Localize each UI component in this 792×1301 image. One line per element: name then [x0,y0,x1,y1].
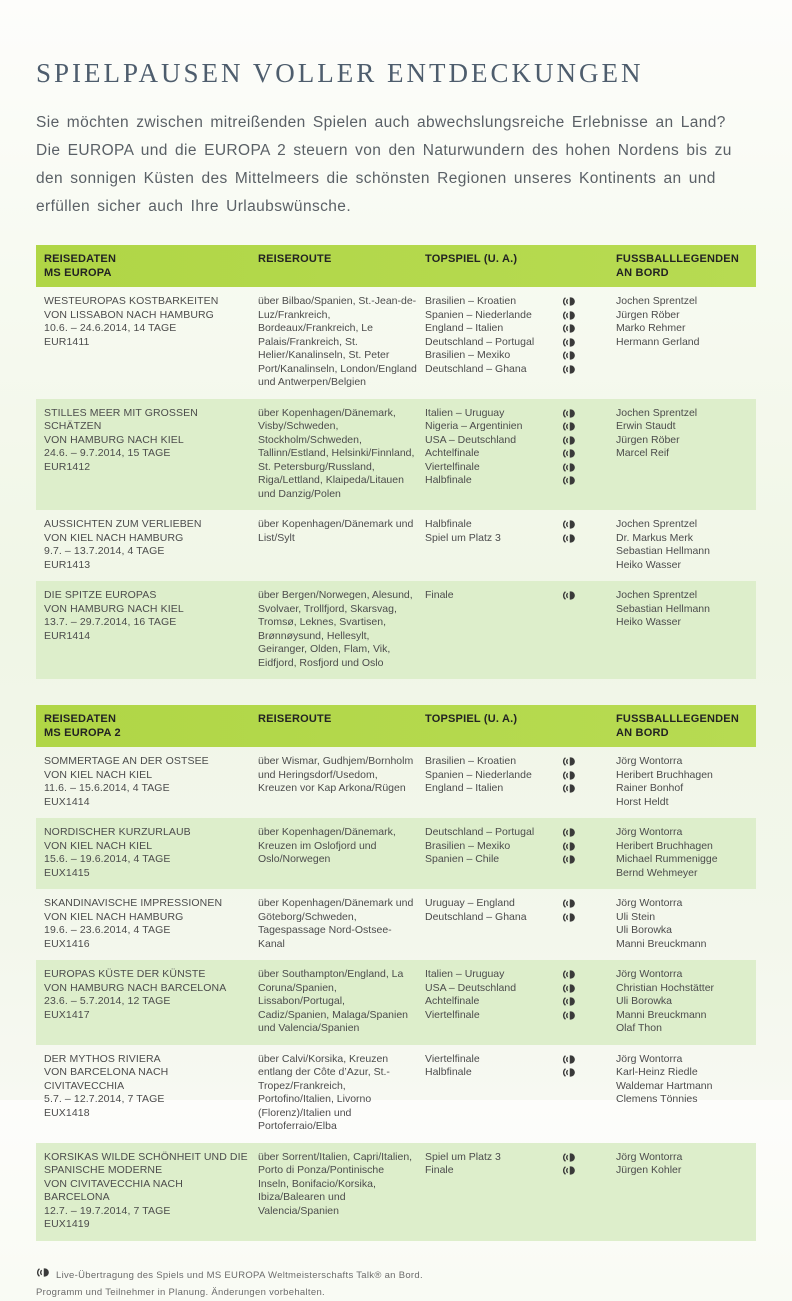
tv-icon-column [562,897,616,951]
cruise-row [36,889,756,960]
cruise-itinerary: über Bilbao/Spanien, St.-Jean-de-Luz/Frankreich, Bordeaux/Frankreich, Le Palais/Frankreich, St. Helier/Kanalinseln, St. Peter Port/Kanalinseln, London/England und Antwerpen/Belgien [258,295,417,388]
tv-icon-column [562,755,616,809]
tv-icon-column [562,1151,616,1232]
footnote-line-1-text: Live-Übertragung des Spiels und MS EUROPA Weltmeisterschafts Talk® an Bord. [56,1269,423,1281]
reisedaten-cell [36,407,258,502]
live-tv-icon [36,1267,50,1284]
cruise-name: STILLES MEER MIT GROSSEN SCHÄTZEN [44,406,198,432]
cruise-row [36,1045,756,1143]
cruise-row [36,399,756,511]
topspiel-item: Spanien – Niederlande [425,768,532,781]
live-tv-icon [562,1067,576,1078]
topspiel-item: Finale [425,1164,454,1176]
tv-icon-line [562,363,616,377]
topspiel-item: Italien – Uruguay [425,968,505,980]
legend-name: Jörg Wontorra [616,826,683,838]
legend-name: Marcel Reif [616,447,670,459]
live-tv-icon [562,756,576,767]
legend-name: Erwin Staudt [616,420,676,432]
cruise-route-label: VON KIEL NACH KIEL [44,768,153,781]
topspiel-list [425,826,562,880]
topspiel-item: Deutschland – Portugal [425,826,535,838]
live-tv-icon [36,1267,50,1278]
legend-name: Manni Breuckmann [616,1008,707,1021]
cruise-dates: 19.6. – 23.6.2014, 4 TAGE [44,924,171,936]
topspiel-item: Achtelfinale [425,447,480,459]
live-tv-icon [562,841,576,852]
legends-list [616,1151,756,1232]
legend-name: Rainer Bonhof [616,782,684,794]
legend-name: Uli Borowka [616,924,673,936]
cruise-code: EUX1414 [44,795,90,808]
legends-list [616,407,756,502]
topspiel-item: Halbfinale [425,518,472,530]
tv-icon-line [562,911,616,925]
legend-name: Manni Breuckmann [616,937,707,950]
table-body [36,747,756,1241]
topspiel-item: England – Italien [425,322,504,334]
legend-name: Horst Heldt [616,795,669,808]
legend-name: Bernd Wehmeyer [616,866,698,879]
legend-name: Jürgen Kohler [616,1164,682,1176]
tv-icon-column [562,407,616,502]
live-tv-icon [562,519,576,530]
cruise-itinerary: über Bergen/Norwegen, Alesund, Svolvaer, Trollfjord, Skarsvag, Tromsø, Leknes, Svartisen, Brønnøysund, Hellesylt, Geiranger, Olden, Flam, Vik, Eidfjord, Rosfjord und Oslo [258,589,413,669]
legend-name: Sebastian Hellmann [616,602,710,615]
header-fussballlegenden: FUSSBALLLEGENDEN AN BORD [616,713,739,739]
topspiel-item: Viertelfinale [425,1008,480,1021]
live-tv-icon [562,854,576,865]
cruise-name: EUROPAS KÜSTE DER KÜNSTE [44,968,206,980]
cruise-route-label: VON KIEL NACH HAMBURG [44,531,184,544]
footnote [36,1267,756,1301]
live-tv-icon [562,983,576,994]
cruise-route-label: VON KIEL NACH HAMBURG [44,910,184,923]
reisedaten-cell [36,295,258,390]
cruise-route-label: VON CIVITAVECCHIA NACH BARCELONA [44,1177,183,1203]
legend-name: Heiko Wasser [616,558,681,571]
tv-icon-line [562,349,616,363]
legend-name: Jürgen Röber [616,433,680,446]
live-tv-icon [562,1054,576,1065]
legend-name: Sebastian Hellmann [616,545,710,557]
cruise-row [36,818,756,889]
cruise-name: DER MYTHOS RIVIERA [44,1052,161,1065]
topspiel-item: Brasilien – Mexiko [425,349,511,361]
cruise-name: AUSSICHTEN ZUM VERLIEBEN [44,518,202,530]
cruise-row [36,287,756,399]
topspiel-item: Viertelfinale [425,460,480,473]
live-tv-icon [562,364,576,375]
cruise-dates: 10.6. – 24.6.2014, 14 TAGE [44,322,177,334]
live-tv-icon [562,996,576,1007]
topspiel-item: Uruguay – England [425,897,515,909]
topspiel-item: USA – Deutschland [425,433,517,446]
live-tv-icon [562,912,576,923]
cruise-name: SKANDINAVISCHE IMPRESSIONEN [44,897,223,909]
table-header-band [36,245,756,287]
legends-list [616,755,756,809]
tv-icon-line [562,755,616,769]
reisedaten-cell [36,968,258,1036]
tv-icon-line [562,1151,616,1165]
cruise-row [36,581,756,679]
topspiel-item: Spiel um Platz 3 [425,531,501,544]
live-tv-icon [562,337,576,348]
cruise-dates: 12.7. – 19.7.2014, 7 TAGE [44,1204,171,1217]
legend-name: Jörg Wontorra [616,1052,683,1065]
tables-container [36,245,756,1241]
topspiel-item: Achtelfinale [425,995,480,1007]
cruise-route-label: VON KIEL NACH KIEL [44,839,153,852]
legend-name: Olaf Thon [616,1022,662,1034]
cruise-itinerary: über Southampton/England, La Coruna/Spanien, Lissabon/Portugal, Cadiz/Spanien, Malaga/Spanien und Valencia/Spanien [258,968,409,1034]
tv-icon-column [562,589,616,670]
cruise-itinerary: über Sorrent/Italien, Capri/Italien, Porto di Ponza/Pontinische Inseln, Bonifacio/Korsika, Ibiza/Balearen und Valencia/Spanien [258,1150,413,1217]
cruise-name: WESTEUROPAS KOSTBARKEITEN [44,295,219,307]
topspiel-item: Halbfinale [425,1066,472,1078]
tv-icon-line [562,782,616,796]
topspiel-list [425,897,562,951]
legends-list [616,897,756,951]
legend-name: Jochen Sprentzel [616,295,698,307]
header-reiseroute: REISEROUTE [258,253,332,265]
tv-icon-line [562,995,616,1009]
legend-name: Heribert Bruchhagen [616,768,713,781]
reisedaten-cell [36,518,258,572]
live-tv-icon [562,590,576,601]
reisedaten-cell [36,755,258,809]
tv-icon-line [562,769,616,783]
cruise-itinerary: über Kopenhagen/Dänemark und Göteborg/Schweden, Tagespassage Nord-Ostsee-Kanal [258,897,414,950]
cruise-dates: 11.6. – 15.6.2014, 4 TAGE [44,782,170,794]
cruise-code: EUX1418 [44,1106,90,1119]
tv-icon-line [562,407,616,421]
topspiel-list [425,518,562,572]
cruise-name: NORDISCHER KURZURLAUB [44,826,191,838]
reisedaten-cell [36,1151,258,1232]
table-header-band [36,705,756,747]
topspiel-item: Brasilien – Mexiko [425,839,511,852]
header-topspiel: TOPSPIEL (U. A.) [425,253,518,265]
tv-icon-line [562,1009,616,1023]
topspiel-item: Italien – Uruguay [425,406,505,419]
live-tv-icon [562,475,576,486]
legend-name: Dr. Markus Merk [616,531,694,544]
tv-icon-column [562,295,616,390]
header-fussballlegenden: FUSSBALLLEGENDEN AN BORD [616,253,739,279]
cruise-itinerary: über Kopenhagen/Dänemark, Kreuzen im Oslofjord und Oslo/Norwegen [258,826,396,865]
topspiel-list [425,1053,562,1134]
reisedaten-cell [36,589,258,670]
topspiel-item: Deutschland – Ghana [425,910,527,923]
cruise-code: EUX1417 [44,1008,90,1021]
live-tv-icon [562,323,576,334]
cruise-code: EUX1416 [44,937,90,950]
cruise-code: EUR1414 [44,629,91,642]
cruise-route-label: VON HAMBURG NACH BARCELONA [44,981,227,994]
topspiel-item: Spiel um Platz 3 [425,1150,501,1163]
live-tv-icon [562,310,576,321]
tv-icon-line [562,461,616,475]
legends-list [616,589,756,670]
cruise-name: KORSIKAS WILDE SCHÖNHEIT UND DIE SPANISCHE MODERNE [44,1150,248,1176]
cruise-dates: 13.7. – 29.7.2014, 16 TAGE [44,616,177,628]
legend-name: Heiko Wasser [616,616,681,628]
legend-name: Uli Stein [616,910,656,923]
topspiel-item: Brasilien – Kroatien [425,295,517,307]
live-tv-icon [562,1152,576,1163]
header-reiseroute: REISEROUTE [258,713,332,725]
topspiel-item: England – Italien [425,782,504,794]
legend-name: Hermann Gerland [616,335,700,348]
cruise-code: EUX1419 [44,1218,90,1230]
tv-icon-line [562,309,616,323]
cruise-row [36,960,756,1045]
cruise-itinerary: über Kopenhagen/Dänemark und List/Sylt [258,518,414,544]
tv-icon-line [562,295,616,309]
tv-icon-line [562,897,616,911]
reisedaten-cell [36,897,258,951]
legends-list [616,518,756,572]
tv-icon-line [562,853,616,867]
legend-name: Michael Rummenigge [616,853,718,865]
live-tv-icon [562,898,576,909]
topspiel-item: Deutschland – Portugal [425,335,535,348]
cruise-table [36,705,756,1241]
cruise-row [36,747,756,818]
cruise-dates: 9.7. – 13.7.2014, 4 TAGE [44,545,165,557]
topspiel-list [425,295,562,390]
legend-name: Jörg Wontorra [616,1150,683,1163]
cruise-itinerary: über Wismar, Gudhjem/Bornholm und Heringsdorf/Usedom, Kreuzen vor Kap Arkona/Rügen [258,755,414,794]
header-reisedaten: REISEDATEN MS EUROPA [44,253,117,279]
tv-icon-line [562,336,616,350]
cruise-dates: 24.6. – 9.7.2014, 15 TAGE [44,447,171,459]
topspiel-item: Brasilien – Kroatien [425,755,517,767]
legend-name: Heribert Bruchhagen [616,839,713,852]
cruise-code: EUR1412 [44,460,91,473]
header-topspiel: TOPSPIEL (U. A.) [425,713,518,725]
legends-list [616,826,756,880]
tv-icon-line [562,968,616,982]
live-tv-icon [562,1165,576,1176]
topspiel-item: Nigeria – Argentinien [425,420,523,432]
tv-icon-line [562,1164,616,1178]
legend-name: Jochen Sprentzel [616,589,698,601]
tv-icon-line [562,589,616,603]
live-tv-icon [562,435,576,446]
cruise-dates: 23.6. – 5.7.2014, 12 TAGE [44,995,171,1007]
tv-icon-line [562,1066,616,1080]
tv-icon-column [562,518,616,572]
live-tv-icon [562,533,576,544]
cruise-row [36,1143,756,1241]
cruise-name: DIE SPITZE EUROPAS [44,589,157,601]
live-tv-icon [562,296,576,307]
topspiel-item: Spanien – Niederlande [425,308,532,321]
tv-icon-line [562,447,616,461]
legends-list [616,295,756,390]
table-body [36,287,756,679]
tv-icon-column [562,826,616,880]
legend-name: Jochen Sprentzel [616,518,698,530]
tv-icon-line [562,826,616,840]
topspiel-list [425,589,562,670]
legend-name: Jörg Wontorra [616,968,683,980]
live-tv-icon [562,969,576,980]
cruise-route-label: VON BARCELONA NACH CIVITAVECCHIA [44,1066,169,1092]
live-tv-icon [562,421,576,432]
footnote-line-1 [36,1267,756,1284]
live-tv-icon [562,770,576,781]
header-reisedaten: REISEDATEN MS EUROPA 2 [44,713,121,739]
legends-list [616,1053,756,1134]
legend-name: Jürgen Röber [616,308,680,321]
live-tv-icon [562,462,576,473]
reisedaten-cell [36,826,258,880]
topspiel-list [425,1151,562,1232]
live-tv-icon [562,827,576,838]
cruise-route-label: VON LISSABON NACH HAMBURG [44,308,214,321]
live-tv-icon [562,1010,576,1021]
tv-icon-line [562,532,616,546]
cruise-row [36,510,756,581]
legend-name: Marko Rehmer [616,322,686,334]
topspiel-item: Spanien – Chile [425,853,500,865]
cruise-name: SOMMERTAGE AN DER OSTSEE [44,755,209,767]
legend-name: Clemens Tönnies [616,1093,698,1105]
cruise-route-label: VON HAMBURG NACH KIEL [44,602,184,615]
topspiel-list [425,968,562,1036]
topspiel-item: Halbfinale [425,474,472,486]
cruise-code: EUX1415 [44,866,90,879]
reisedaten-cell [36,1053,258,1134]
legend-name: Karl-Heinz Riedle [616,1066,698,1078]
legend-name: Waldemar Hartmann [616,1079,713,1092]
tv-icon-line [562,322,616,336]
tv-icon-line [562,420,616,434]
cruise-dates: 5.7. – 12.7.2014, 7 TAGE [44,1093,165,1105]
legend-name: Jochen Sprentzel [616,406,698,419]
topspiel-item: Viertelfinale [425,1052,480,1065]
live-tv-icon [562,408,576,419]
legend-name: Jörg Wontorra [616,897,683,909]
cruise-itinerary: über Calvi/Korsika, Kreuzen entlang der Côte d’Azur, St.-Tropez/Frankreich, Portofino/Italien, Livorno (Florenz)/Italien und Portoferraio/Elba [258,1052,390,1132]
topspiel-item: USA – Deutschland [425,981,517,994]
legend-name: Uli Borowka [616,995,673,1007]
tv-icon-line [562,1053,616,1067]
topspiel-item: Finale [425,589,454,601]
topspiel-list [425,755,562,809]
live-tv-icon [562,783,576,794]
tv-icon-line [562,982,616,996]
tv-icon-line [562,474,616,488]
live-tv-icon [562,448,576,459]
tv-icon-line [562,840,616,854]
cruise-itinerary: über Kopenhagen/Dänemark, Visby/Schweden, Stockholm/Schweden, Tallinn/Estland, Helsinki/Finnland, St. Petersburg/Russland, Riga/Lettland, Klaipeda/Litauen und Danzig/Polen [258,406,415,500]
footnote-line-2: Programm und Teilnehmer in Planung. Änderungen vorbehalten. [36,1286,325,1298]
legend-name: Christian Hochstätter [616,981,715,994]
intro-paragraph: Sie möchten zwischen mitreißenden Spielen auch abwechslungsreiche Erlebnisse an Land? Die EUROPA und die EUROPA 2 steuern von den Naturwundern des hohen Nordens bis zu den sonnigen Küsten des Mittelmeers die schönsten Regionen unseres Kontinents an und erfüllen sicher auch Ihre Urlaubswünsche. [36,114,732,215]
live-tv-icon [562,350,576,361]
tv-icon-column [562,1053,616,1134]
cruise-table [36,245,756,679]
legends-list [616,968,756,1036]
tv-icon-line [562,434,616,448]
cruise-route-label: VON HAMBURG NACH KIEL [44,433,184,446]
topspiel-list [425,407,562,502]
tv-icon-column [562,968,616,1036]
page-title: SPIELPAUSEN VOLLER ENTDECKUNGEN [36,58,644,88]
cruise-code: EUR1413 [44,558,91,571]
tv-icon-line [562,518,616,532]
cruise-dates: 15.6. – 19.6.2014, 4 TAGE [44,853,171,865]
legend-name: Jörg Wontorra [616,755,683,767]
topspiel-item: Deutschland – Ghana [425,362,527,375]
cruise-code: EUR1411 [44,335,90,348]
